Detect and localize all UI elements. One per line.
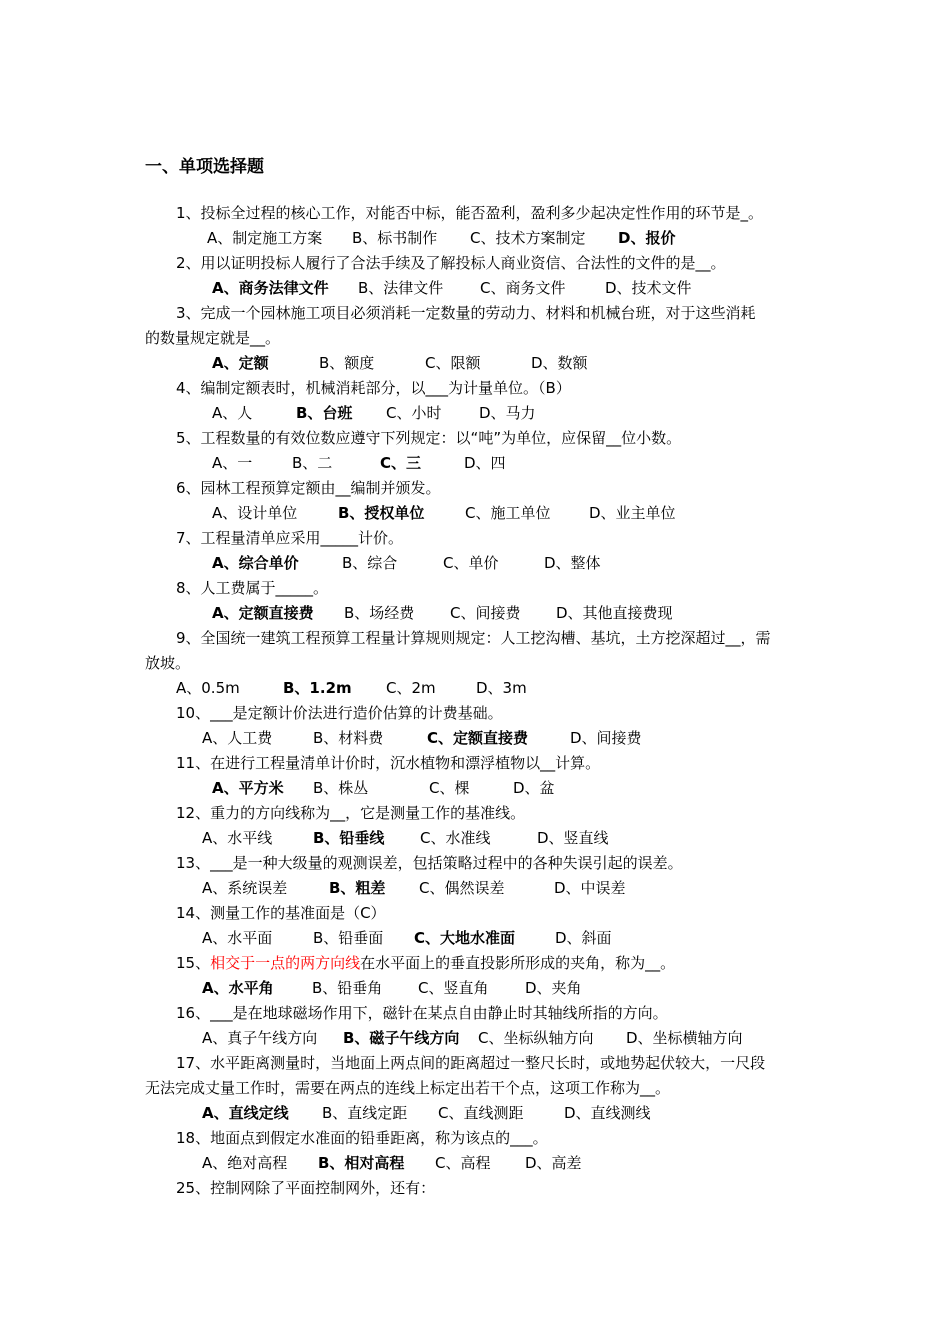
answer-option: D、盆 xyxy=(513,779,555,797)
correct-answer-option: A、平方米 xyxy=(212,779,284,797)
question-text xyxy=(145,1077,670,1099)
answer-options xyxy=(202,977,595,999)
question-text xyxy=(176,427,681,449)
answer-options xyxy=(202,1152,595,1174)
answer-option: D、3m xyxy=(476,679,527,697)
question-text-segment: 3、完成一个园林施工项目必须消耗一定数量的劳动力、材料和机械台班，对于这些消耗 xyxy=(176,304,756,322)
answer-options xyxy=(202,827,627,849)
answer-option: D、其他直接费现 xyxy=(556,604,673,622)
question-text-segment: 16、___是在地球磁场作用下，磁针在某点自由静止时其轴线所指的方向。 xyxy=(176,1004,668,1022)
question-text-segment: 无法完成丈量工作时，需要在两点的连线上标定出若干个点，这项工作称为__。 xyxy=(145,1079,671,1097)
answer-option: C、高程 xyxy=(435,1154,491,1172)
answer-option: D、夹角 xyxy=(525,979,582,997)
answer-option: D、整体 xyxy=(544,554,601,572)
highlighted-text: 相交于一点的两方向线 xyxy=(210,954,361,972)
answer-options xyxy=(202,877,644,899)
correct-answer-option: B、相对高程 xyxy=(318,1154,405,1172)
answer-options xyxy=(176,677,536,699)
answer-option: B、直线定距 xyxy=(322,1104,408,1122)
correct-answer-option: C、定额直接费 xyxy=(427,729,529,747)
correct-answer-option: C、三 xyxy=(380,454,422,472)
answer-option: C、竖直角 xyxy=(418,979,489,997)
answer-option: A、水平线 xyxy=(202,829,273,847)
question-text xyxy=(176,1002,668,1024)
question-text xyxy=(176,1177,435,1199)
correct-answer-option: A、综合单价 xyxy=(212,554,299,572)
answer-option: D、间接费 xyxy=(570,729,642,747)
answer-options xyxy=(202,727,660,749)
answer-option: D、斜面 xyxy=(555,929,612,947)
answer-option: D、马力 xyxy=(479,404,536,422)
question-text xyxy=(176,852,683,874)
answer-option: A、真子午线方向 xyxy=(202,1029,318,1047)
correct-answer-option: B、粗差 xyxy=(329,879,386,897)
answer-option: C、偶然误差 xyxy=(419,879,505,897)
answer-option: D、四 xyxy=(464,454,506,472)
answer-option: C、坐标纵轴方向 xyxy=(478,1029,594,1047)
question-text xyxy=(176,302,756,324)
correct-answer-option: B、台班 xyxy=(296,404,353,422)
question-text-segment: 14、测量工作的基准面是（C） xyxy=(176,904,386,922)
correct-answer-option: C、大地水准面 xyxy=(414,929,516,947)
answer-options xyxy=(212,552,624,574)
answer-option: A、设计单位 xyxy=(212,504,298,522)
answer-option: B、材料费 xyxy=(313,729,384,747)
answer-options xyxy=(202,1102,664,1124)
question-text-segment: 25、控制网除了平面控制网外，还有： xyxy=(176,1179,436,1197)
question-text-segment: 1、投标全过程的核心工作，对能否中标，能否盈利，盈利多少起决定性作用的环节是_。 xyxy=(176,204,764,222)
answer-option: A、水平面 xyxy=(202,929,273,947)
answer-option: B、场经费 xyxy=(344,604,415,622)
question-text xyxy=(176,902,386,924)
answer-options xyxy=(212,452,524,474)
question-text-segment: 9、全国统一建筑工程预算工程量计算规则规定：人工挖沟槽、基坑，土方挖深超过__，需 xyxy=(176,629,771,647)
answer-option: A、制定施工方案 xyxy=(207,229,323,247)
question-text xyxy=(176,1127,548,1149)
answer-option: C、单价 xyxy=(443,554,499,572)
answer-option: A、0.5m xyxy=(176,679,240,697)
answer-option: B、二 xyxy=(292,454,333,472)
question-text xyxy=(176,577,328,599)
answer-option: D、高差 xyxy=(525,1154,582,1172)
correct-answer-option: A、商务法律文件 xyxy=(212,279,329,297)
question-text-segment: 10、___是定额计价法进行造价估算的计费基础。 xyxy=(176,704,503,722)
question-text-segment: 7、工程量清单应采用_____计价。 xyxy=(176,529,404,547)
answer-option: C、水准线 xyxy=(420,829,491,847)
answer-option: B、铅垂角 xyxy=(312,979,383,997)
question-text xyxy=(176,1052,765,1074)
question-text xyxy=(145,652,190,674)
answer-option: C、商务文件 xyxy=(480,279,566,297)
answer-options xyxy=(202,927,625,949)
answer-options xyxy=(202,1027,756,1049)
answer-option: C、间接费 xyxy=(450,604,521,622)
question-text xyxy=(176,702,503,724)
question-text-segment: 13、___是一种大级量的观测误差，包括策略过程中的各种失误引起的误差。 xyxy=(176,854,683,872)
question-text xyxy=(176,252,726,274)
answer-options xyxy=(212,602,696,624)
answer-option: A、绝对高程 xyxy=(202,1154,288,1172)
correct-answer-option: B、磁子午线方向 xyxy=(343,1029,460,1047)
question-text xyxy=(176,202,763,224)
answer-options xyxy=(212,402,559,424)
question-text xyxy=(176,802,525,824)
answer-option: D、业主单位 xyxy=(589,504,676,522)
answer-option: C、直线测距 xyxy=(438,1104,524,1122)
answer-option: C、棵 xyxy=(429,779,470,797)
correct-answer-option: A、水平角 xyxy=(202,979,274,997)
correct-answer-option: A、直线定线 xyxy=(202,1104,289,1122)
answer-option: C、技术方案制定 xyxy=(470,229,586,247)
answer-option: A、系统误差 xyxy=(202,879,288,897)
answer-option: C、小时 xyxy=(386,404,442,422)
answer-options xyxy=(212,277,725,299)
question-text xyxy=(176,752,600,774)
question-text-segment: 放坡。 xyxy=(145,654,191,672)
answer-option: D、竖直线 xyxy=(537,829,609,847)
answer-option: D、坐标横轴方向 xyxy=(626,1029,743,1047)
answer-option: A、人工费 xyxy=(202,729,273,747)
answer-options xyxy=(212,777,573,799)
answer-option: C、施工单位 xyxy=(465,504,551,522)
correct-answer-option: A、定额直接费 xyxy=(212,604,314,622)
question-text-segment: 8、人工费属于_____。 xyxy=(176,579,329,597)
question-text-segment: 15、 xyxy=(176,954,211,972)
answer-option: A、一 xyxy=(212,454,253,472)
answer-option: D、技术文件 xyxy=(605,279,692,297)
question-text xyxy=(176,527,403,549)
question-text xyxy=(176,477,441,499)
question-text-segment: 11、在进行工程量清单计价时，沉水植物和漂浮植物以__计算。 xyxy=(176,754,601,772)
question-text-segment: 12、重力的方向线称为__，它是测量工作的基准线。 xyxy=(176,804,526,822)
question-text-segment: 4、编制定额表时，机械消耗部分，以___为计量单位。（B） xyxy=(176,379,571,397)
question-text-segment: 的数量规定就是__。 xyxy=(145,329,281,347)
answer-option: A、人 xyxy=(212,404,253,422)
question-text-segment: 2、用以证明投标人履行了合法手续及了解投标人商业资信、合法性的文件的是__。 xyxy=(176,254,726,272)
answer-option: D、数额 xyxy=(531,354,588,372)
question-text-segment: 6、园林工程预算定额由__编制并颁发。 xyxy=(176,479,441,497)
question-text xyxy=(176,952,675,974)
question-text-segment: 5、工程数量的有效位数应遵守下列规定：以“吨”为单位，应保留__位小数。 xyxy=(176,429,682,447)
question-text xyxy=(176,627,771,649)
question-text xyxy=(176,377,571,399)
correct-answer-option: A、定额 xyxy=(212,354,269,372)
correct-answer-option: B、授权单位 xyxy=(338,504,425,522)
question-text-segment: 18、地面点到假定水准面的铅垂距离，称为该点的___。 xyxy=(176,1129,548,1147)
answer-option: B、铅垂面 xyxy=(313,929,384,947)
answer-options xyxy=(212,352,611,374)
question-text xyxy=(145,327,280,349)
answer-option: B、额度 xyxy=(319,354,375,372)
section-heading: 一、单项选择题 xyxy=(145,157,264,177)
answer-option: C、2m xyxy=(386,679,436,697)
answer-option: D、中误差 xyxy=(554,879,626,897)
correct-answer-option: D、报价 xyxy=(618,229,676,247)
answer-option: D、直线测线 xyxy=(564,1104,651,1122)
answer-option: C、限额 xyxy=(425,354,481,372)
answer-options xyxy=(212,502,699,524)
correct-answer-option: B、铅垂线 xyxy=(313,829,385,847)
question-text-segment: 17、水平距离测量时，当地面上两点间的距离超过一整尺长时，或地势起伏较大，一尺段 xyxy=(176,1054,766,1072)
answer-options xyxy=(207,227,718,249)
question-text-segment: 在水平面上的垂直投影所形成的夹角，称为__。 xyxy=(360,954,676,972)
answer-option: B、株丛 xyxy=(313,779,369,797)
answer-option: B、法律文件 xyxy=(358,279,444,297)
correct-answer-option: B、1.2m xyxy=(283,679,352,697)
answer-option: B、综合 xyxy=(342,554,398,572)
answer-option: B、标书制作 xyxy=(352,229,438,247)
